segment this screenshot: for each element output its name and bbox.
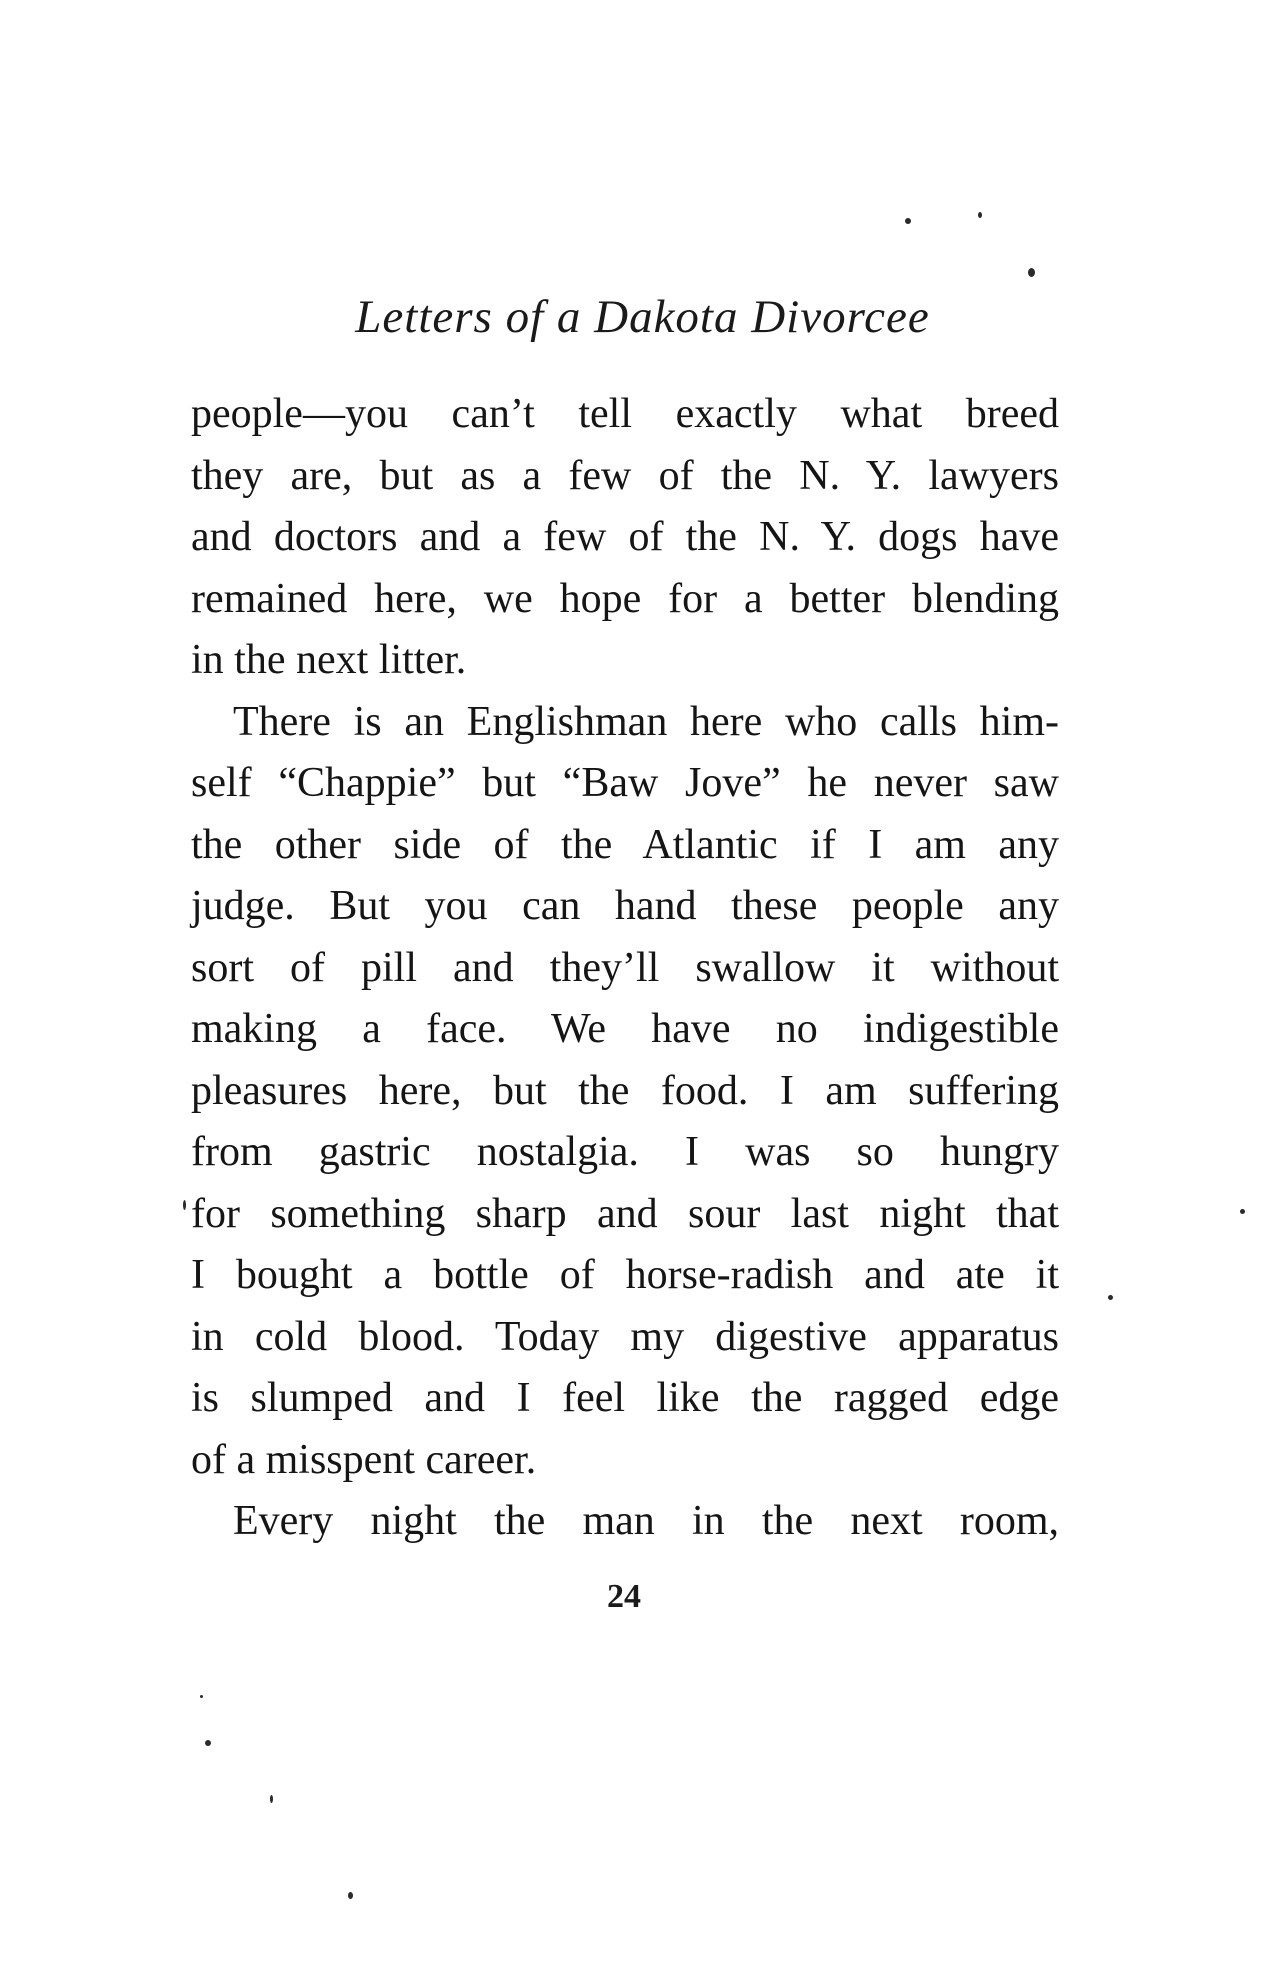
scan-speck bbox=[1028, 268, 1035, 277]
text-line: I bought a bottle of horse-radish and ate it bbox=[191, 1252, 1059, 1298]
text-line: remained here, we hope for a better blending bbox=[191, 575, 1059, 622]
text-line: making a face. We have no indigestible bbox=[191, 1006, 1059, 1052]
scan-speck bbox=[348, 1892, 353, 1899]
scan-speck bbox=[978, 212, 982, 218]
scan-speck bbox=[1108, 1295, 1113, 1300]
scan-speck bbox=[200, 1695, 203, 1698]
text-line: of a misspent career. bbox=[191, 1436, 537, 1483]
text-line: from gastric nostalgia. I was so hungry bbox=[191, 1129, 1059, 1175]
text-line: self “Chappie” but “Baw Jove” he never saw bbox=[191, 760, 1059, 806]
text-line: is slumped and I feel like the ragged edge bbox=[191, 1375, 1059, 1421]
scan-speck bbox=[905, 218, 911, 224]
text-line: judge. But you can hand these people any bbox=[191, 883, 1059, 929]
text-line: There is an Englishman here who calls him- bbox=[233, 698, 1059, 745]
text-line: sort of pill and they’ll swallow it without bbox=[191, 944, 1059, 991]
text-line: in the next litter. bbox=[191, 637, 467, 683]
text-line: Every night the man in the next room, bbox=[233, 1498, 1059, 1544]
text-line: they are, but as a few of the N. Y. lawyers bbox=[191, 452, 1059, 499]
text-line: in cold blood. Today my digestive apparatus bbox=[191, 1313, 1059, 1360]
page-number: 24 bbox=[607, 1578, 641, 1615]
running-head: Letters of a Dakota Divorcee bbox=[355, 291, 930, 343]
scan-speck bbox=[183, 1200, 186, 1210]
scan-speck bbox=[1240, 1209, 1245, 1214]
body-text bbox=[191, 384, 1059, 1553]
text-line: pleasures here, but the food. I am suffering bbox=[191, 1067, 1059, 1114]
text-line: the other side of the Atlantic if I am any bbox=[191, 821, 1059, 868]
text-line: people—you can’t tell exactly what breed bbox=[191, 391, 1059, 437]
scan-speck bbox=[270, 1795, 273, 1803]
scan-speck bbox=[205, 1740, 211, 1746]
text-line: for something sharp and sour last night that bbox=[191, 1190, 1059, 1237]
text-line: and doctors and a few of the N. Y. dogs have bbox=[191, 514, 1059, 560]
